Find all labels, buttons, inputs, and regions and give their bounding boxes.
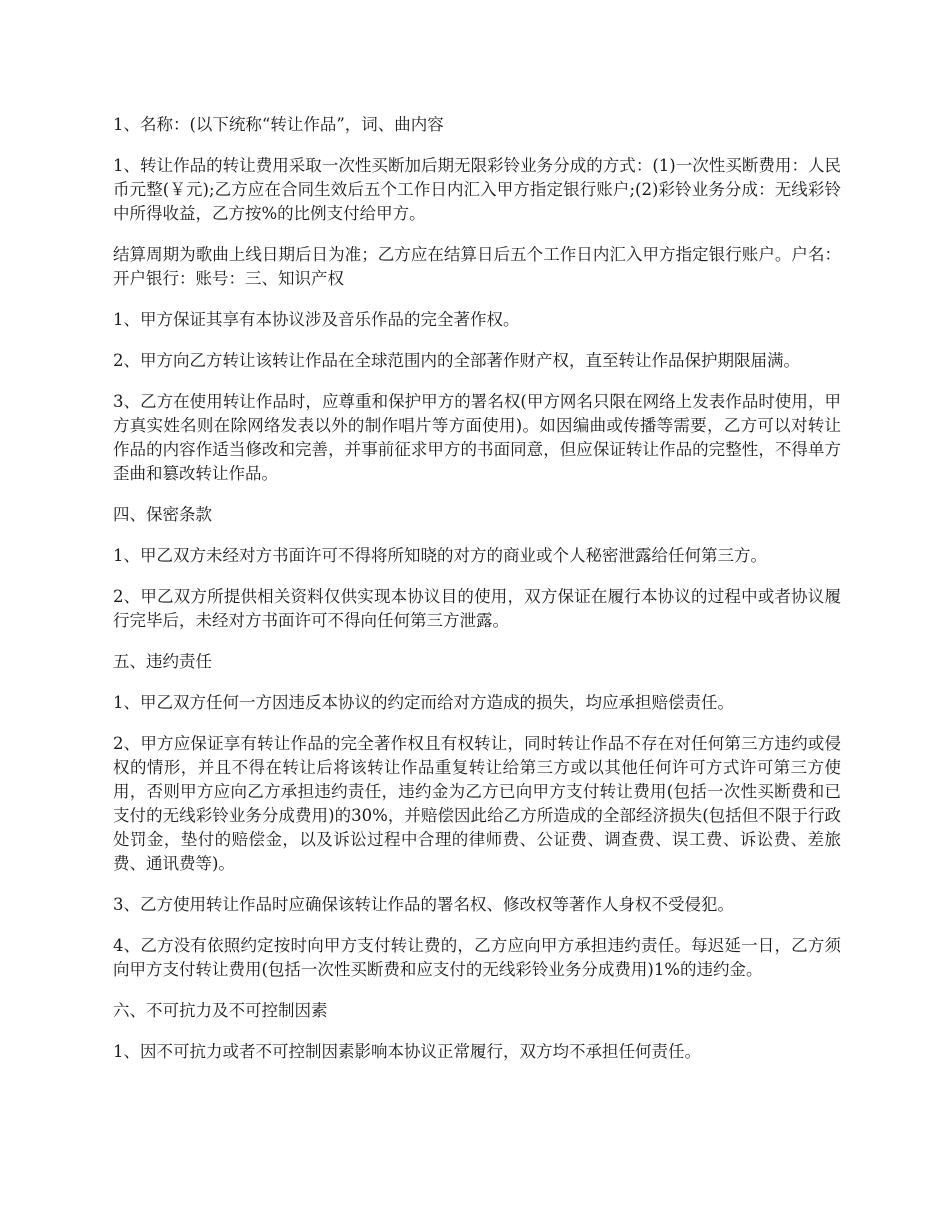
clause-transfer-fee: 1、转让作品的转让费用采取一次性买断加后期无限彩铃业务分成的方式：(1)一次性买断费用：人民币元整(￥元);乙方应在合同生效后五个工作日内汇入甲方指定银行账户;(2)彩铃业务分成：无线彩铃中所得收益，乙方按%的比例支付给甲方。 — [113, 156, 841, 223]
clause-name: 1、名称：(以下统称“转让作品”，词、曲内容 — [113, 115, 444, 134]
clause-confidentiality-1: 1、甲乙双方未经对方书面许可不得将所知晓的对方的商业或个人秘密泄露给任何第三方。 — [113, 546, 767, 565]
document-body — [113, 113, 841, 1081]
clause-breach-1: 1、甲乙双方任何一方因违反本协议的约定而给对方造成的损失，均应承担赔偿责任。 — [113, 693, 734, 712]
section-heading-breach: 五、违约责任 — [113, 652, 212, 671]
clause-property-rights-transfer: 2、甲方向乙方转让该转让作品在全球范围内的全部著作财产权，直至转让作品保护期限届满。 — [113, 351, 800, 370]
clause-attribution-right: 3、乙方在使用转让作品时，应尊重和保护甲方的署名权(甲方网名只限在网络上发表作品时使用，甲方真实姓名则在除网络发表以外的制作唱片等方面使用)。如因编曲或传播等需要，乙方可以对转让作品的内容作适当修改和完善，并事前征求甲方的书面同意，但应保证转让作品的完整性，不得单方歪曲和篡改转让作品。 — [113, 392, 841, 483]
clause-breach-2: 2、甲方应保证享有转让作品的完全著作权且有权转让，同时转让作品不存在对任何第三方违约或侵权的情形，并且不得在转让后将该转让作品重复转让给第三方或以其他任何许可方式许可第三方使用，否则甲方应向乙方承担违约责任，违约金为乙方已向甲方支付转让费用(包括一次性买断费和已支付的无线彩铃业务分成费用)的30%，并赔偿因此给乙方所造成的全部经济损失(包括但不限于行政处罚金，垫付的赔偿金，以及诉讼过程中合理的律师费、公证费、调查费、误工费、诉讼费、差旅费、通讯费等)。 — [113, 734, 841, 873]
section-heading-confidentiality: 四、保密条款 — [113, 505, 212, 524]
clause-copyright-guarantee: 1、甲方保证其享有本协议涉及音乐作品的完全著作权。 — [113, 310, 520, 329]
clause-breach-4: 4、乙方没有依照约定按时向甲方支付转让费的，乙方应向甲方承担违约责任。每迟延一日，乙方须向甲方支付转让费用(包括一次性买断费和应支付的无线彩铃业务分成费用)1%的违约金。 — [113, 936, 841, 979]
clause-confidentiality-2: 2、甲乙双方所提供相关资料仅供实现本协议目的使用，双方保证在履行本协议的过程中或者协议履行完毕后，未经对方书面许可不得向任何第三方泄露。 — [113, 587, 841, 630]
section-heading-force-majeure: 六、不可抗力及不可控制因素 — [113, 1001, 328, 1020]
clause-settlement-period: 结算周期为歌曲上线日期后日为准；乙方应在结算日后五个工作日内汇入甲方指定银行账户。户名：开户银行：账号：三、知识产权 — [113, 245, 841, 288]
clause-breach-3: 3、乙方使用转让作品时应确保该转让作品的署名权、修改权等著作人身权不受侵犯。 — [113, 895, 734, 914]
clause-force-majeure-1: 1、因不可抗力或者不可控制因素影响本协议正常履行，双方均不承担任何责任。 — [113, 1042, 701, 1061]
